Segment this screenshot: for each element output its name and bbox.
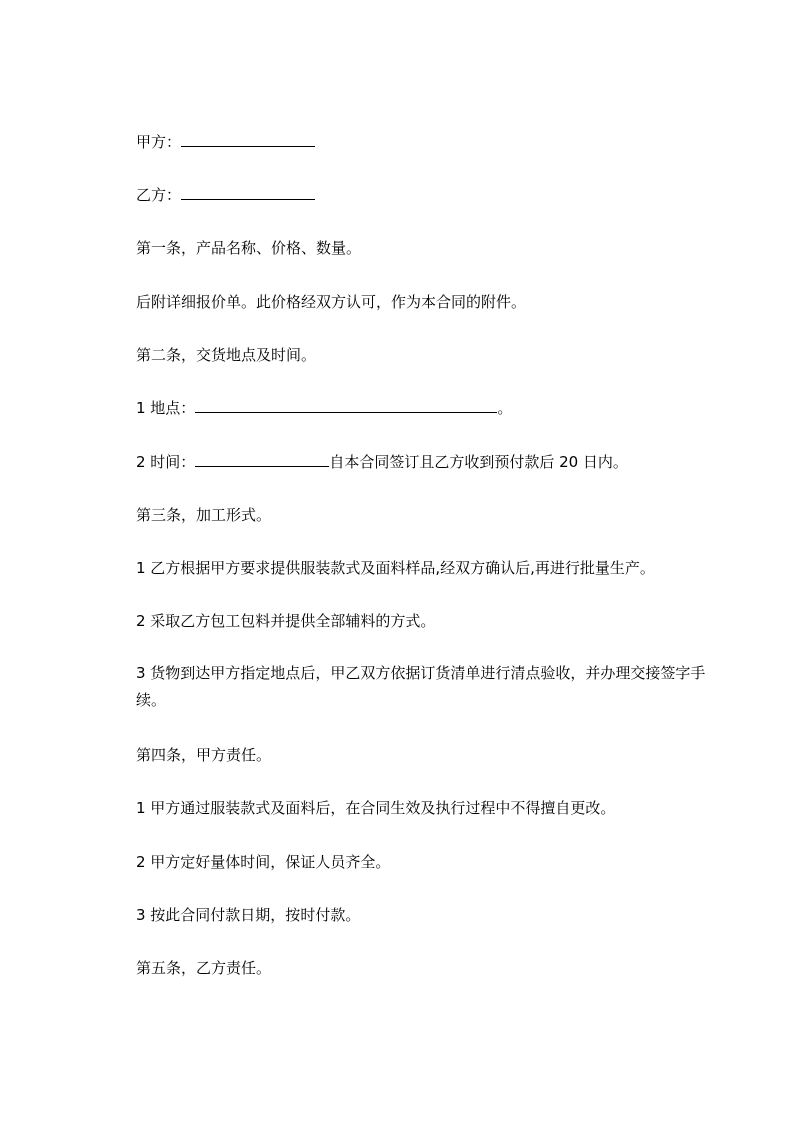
article3-item2: 2 采取乙方包工包料并提供全部辅料的方式。 bbox=[136, 612, 436, 630]
location-label: 1 地点： bbox=[136, 399, 196, 417]
article4-item2: 2 甲方定好量体时间，保证人员齐全。 bbox=[136, 853, 391, 871]
party-b-line bbox=[136, 185, 315, 205]
article4-item1: 1 甲方通过服装款式及面料后，在合同生效及执行过程中不得擅自更改。 bbox=[136, 799, 616, 817]
article2-title: 第二条，交货地点及时间。 bbox=[136, 346, 317, 364]
time-label: 2 时间： bbox=[136, 453, 196, 471]
article5-title: 第五条，乙方责任。 bbox=[136, 959, 272, 977]
article3-item3: 3 货物到达甲方指定地点后，甲乙双方依据订货清单进行清点验收，并办理交接签字手续。 bbox=[136, 664, 706, 709]
party-b-blank bbox=[181, 185, 315, 200]
time-suffix: 自本合同签订且乙方收到预付款后 20 日内。 bbox=[329, 453, 628, 471]
location-suffix: 。 bbox=[497, 399, 513, 417]
party-a-line bbox=[136, 132, 315, 152]
article2-item1 bbox=[136, 398, 512, 418]
party-b-label: 乙方： bbox=[136, 186, 182, 204]
time-blank bbox=[195, 452, 329, 467]
article2-item2 bbox=[136, 452, 628, 472]
party-a-blank bbox=[181, 132, 315, 147]
location-blank bbox=[195, 398, 497, 413]
article1-title: 第一条，产品名称、价格、数量。 bbox=[136, 239, 362, 257]
party-a-label: 甲方： bbox=[136, 133, 182, 151]
article4-item3: 3 按此合同付款日期，按时付款。 bbox=[136, 906, 361, 924]
article4-title: 第四条，甲方责任。 bbox=[136, 746, 272, 764]
article3-item1: 1 乙方根据甲方要求提供服装款式及面料样品,经双方确认后,再进行批量生产。 bbox=[136, 559, 655, 577]
article3-title: 第三条，加工形式。 bbox=[136, 506, 272, 524]
article1-text: 后附详细报价单。此价格经双方认可，作为本合同的附件。 bbox=[136, 293, 527, 311]
